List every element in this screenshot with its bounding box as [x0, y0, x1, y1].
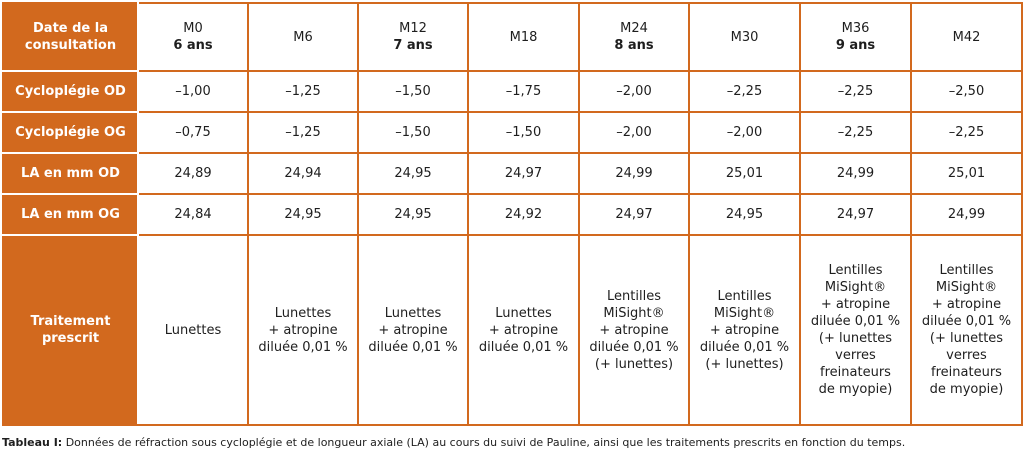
- table-cell: –1,50: [358, 112, 468, 153]
- treatment-cell: Lentilles MiSight® + atropine diluée 0,01 % (+ lunettes verres freinateurs de myopie): [800, 235, 911, 425]
- treatment-cell: Lentilles MiSight® + atropine diluée 0,01 % (+ lunettes verres freinateurs de myopie): [911, 235, 1022, 425]
- table-cell: 25,01: [911, 153, 1022, 194]
- treatment-cell: Lunettes + atropine diluée 0,01 %: [468, 235, 579, 425]
- table-cell: –1,25: [248, 71, 358, 112]
- table-cell: 24,95: [248, 194, 358, 235]
- header-row: [3, 3, 1022, 71]
- table-cell: 24,97: [468, 153, 579, 194]
- caption-label: Tableau I:: [2, 436, 63, 449]
- row-header-cycloplegie-od: Cycloplégie OD: [3, 71, 138, 112]
- row-header-date: Date de la consultation: [3, 3, 138, 71]
- age-label: 9 ans: [835, 38, 876, 53]
- age-label: 8 ans: [614, 38, 654, 53]
- col-header-m36: [800, 3, 911, 71]
- col-header-m0: [138, 3, 248, 71]
- table-cell: –2,00: [689, 112, 800, 153]
- table-cell: –2,00: [579, 112, 689, 153]
- table-cell: 24,99: [579, 153, 689, 194]
- visit-label: M0: [183, 21, 203, 36]
- table-cell: –1,00: [138, 71, 248, 112]
- row-header-la-og: LA en mm OG: [3, 194, 138, 235]
- table-row: [3, 71, 1022, 112]
- table-cell: 24,94: [248, 153, 358, 194]
- table-cell: 24,97: [579, 194, 689, 235]
- table-cell: –2,25: [800, 112, 911, 153]
- table-cell: 24,99: [911, 194, 1022, 235]
- table-row: [3, 235, 1022, 425]
- treatment-cell: Lentilles MiSight® + atropine diluée 0,01 % (+ lunettes): [689, 235, 800, 425]
- treatment-cell: Lunettes + atropine diluée 0,01 %: [248, 235, 358, 425]
- table-row: [3, 194, 1022, 235]
- table-cell: –1,75: [468, 71, 579, 112]
- table-cell: –2,25: [911, 112, 1022, 153]
- row-header-cycloplegie-og: Cycloplégie OG: [3, 112, 138, 153]
- table-cell: 24,84: [138, 194, 248, 235]
- treatment-cell: Lentilles MiSight® + atropine diluée 0,01 % (+ lunettes): [579, 235, 689, 425]
- visit-label: M6: [293, 29, 313, 45]
- table-cell: 24,95: [689, 194, 800, 235]
- table-cell: 24,95: [358, 194, 468, 235]
- col-header-m12: [358, 3, 468, 71]
- row-header-traitement: Traitement prescrit: [3, 235, 138, 425]
- table-cell: –2,25: [689, 71, 800, 112]
- table-row: [3, 112, 1022, 153]
- table-cell: 25,01: [689, 153, 800, 194]
- table-cell: –1,50: [358, 71, 468, 112]
- col-header-m24: [579, 3, 689, 71]
- col-header-m18: [468, 3, 579, 71]
- table-cell: 24,97: [800, 194, 911, 235]
- refraction-table: [2, 2, 1023, 426]
- table-cell: 24,92: [468, 194, 579, 235]
- table-cell: 24,89: [138, 153, 248, 194]
- table-cell: 24,99: [800, 153, 911, 194]
- visit-label: M36: [841, 21, 870, 36]
- table-cell: –2,25: [800, 71, 911, 112]
- table-caption: [2, 436, 1021, 450]
- col-header-m30: [689, 3, 800, 71]
- treatment-cell: Lunettes: [138, 235, 248, 425]
- caption-text: Données de réfraction sous cycloplégie et de longueur axiale (LA) au cours du suivi de Pauline, ainsi que les traitements prescrits en fonction du temps.: [62, 436, 906, 449]
- table-cell: –1,50: [468, 112, 579, 153]
- table-row: [3, 153, 1022, 194]
- table-cell: –1,25: [248, 112, 358, 153]
- visit-label: M12: [399, 21, 427, 36]
- visit-label: M24: [620, 21, 648, 36]
- visit-label: M30: [730, 29, 759, 45]
- treatment-cell: Lunettes + atropine diluée 0,01 %: [358, 235, 468, 425]
- visit-label: M42: [952, 29, 981, 45]
- col-header-m6: [248, 3, 358, 71]
- visit-label: M18: [509, 29, 538, 45]
- age-label: 6 ans: [173, 38, 213, 53]
- age-label: 7 ans: [393, 38, 433, 53]
- table-cell: –0,75: [138, 112, 248, 153]
- table-cell: –2,00: [579, 71, 689, 112]
- table-cell: –2,50: [911, 71, 1022, 112]
- table-cell: 24,95: [358, 153, 468, 194]
- row-header-la-od: LA en mm OD: [3, 153, 138, 194]
- col-header-m42: [911, 3, 1022, 71]
